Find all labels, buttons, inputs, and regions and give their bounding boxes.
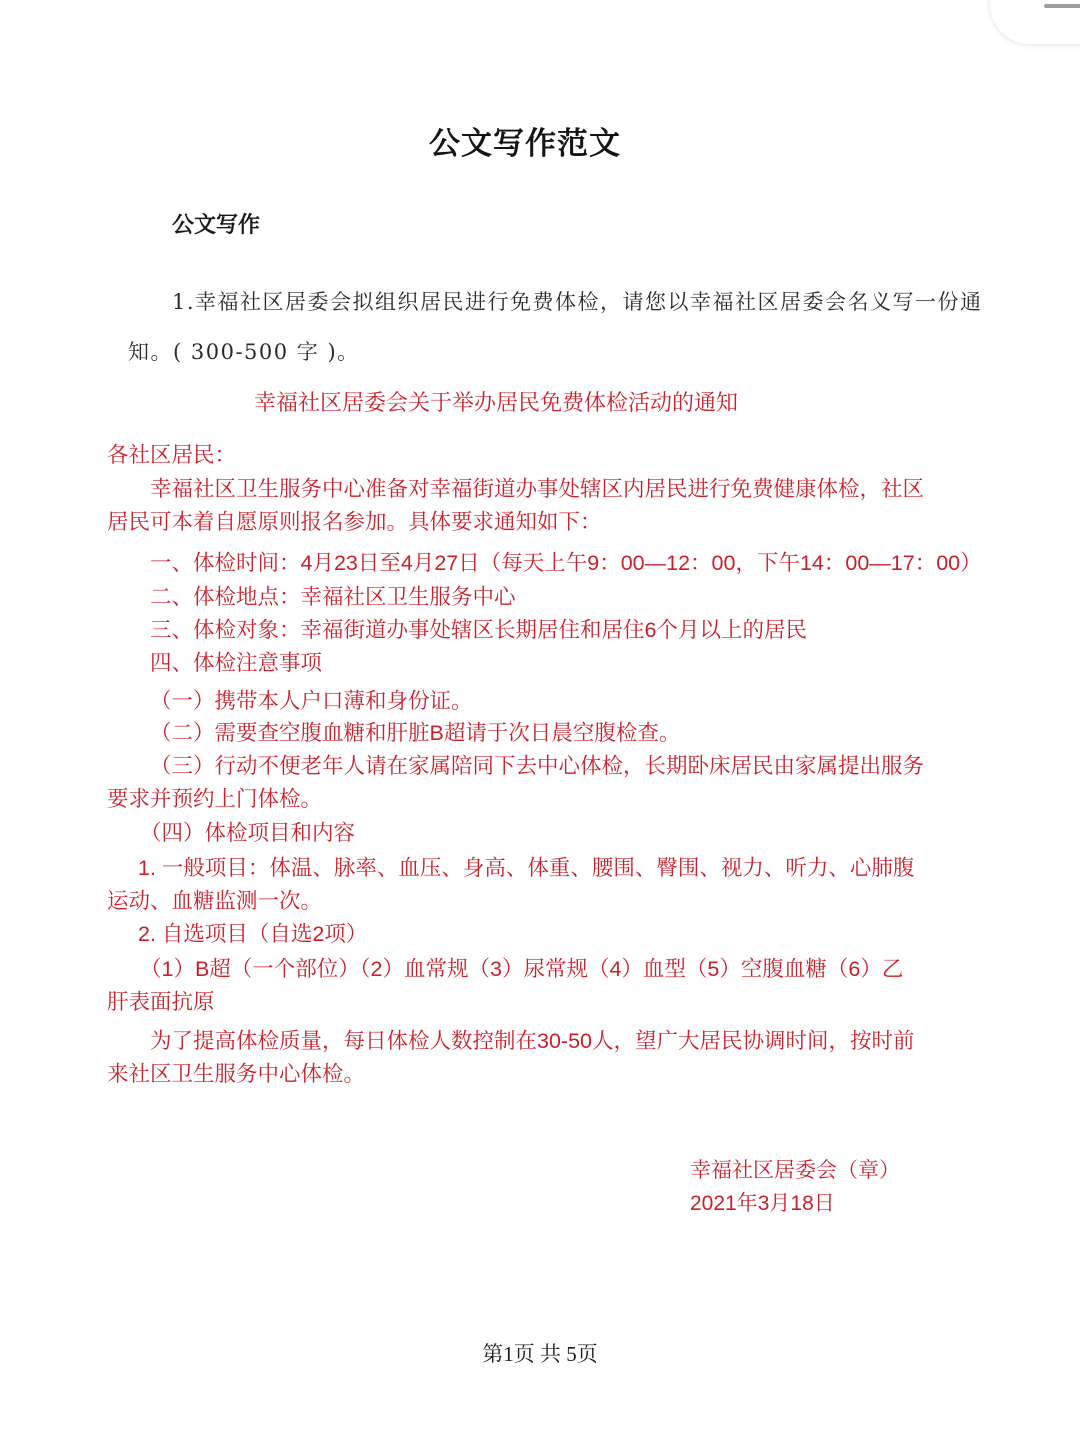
notice-sub-item-2: （二）需要查空腹血糖和肝脏B超请于次日晨空腹检查。 — [150, 721, 681, 745]
notice-sub-item-4: （四）体检项目和内容 — [140, 821, 356, 845]
notice-signature: 幸福社区居委会（章） — [690, 1159, 900, 1182]
notice-item-target: 三、体检对象：幸福街道办事处辖区长期居住和居住6个月以上的居民 — [150, 618, 807, 642]
notice-sub-item-3-line-1: （三）行动不便老年人请在家属陪同下去中心体检，长期卧床居民由家属提出服务 — [150, 754, 925, 778]
question-line-1: 1.幸福社区居委会拟组织居民进行免费体检，请您以幸福社区居委会名义写一份通 — [172, 290, 983, 314]
menu-handle[interactable] — [990, 0, 1080, 44]
notice-sub-item-1: （一）携带本人户口薄和身份证。 — [150, 689, 473, 713]
notice-closing-line-2: 来社区卫生服务中心体检。 — [107, 1062, 366, 1086]
exam-general-line-1: 1. 一般项目：体温、脉率、血压、身高、体重、腰围、臀围、视力、听力、心肺腹 — [138, 856, 915, 880]
notice-sub-item-3-line-2: 要求并预约上门体检。 — [107, 787, 323, 811]
notice-closing-line-1: 为了提高体检质量，每日体检人数控制在30-50人，望广大居民协调时间，按时前 — [150, 1029, 915, 1053]
notice-date: 2021年3月18日 — [690, 1192, 835, 1215]
notice-item-location: 二、体检地点：幸福社区卫生服务中心 — [150, 585, 516, 609]
notice-title: 幸福社区居委会关于举办居民免费体检活动的通知 — [253, 390, 738, 415]
exam-optional-list-line-1: （1）B超（一个部位）（2）血常规（3）尿常规（4）血型（5）空腹血糖（6）乙 — [140, 957, 904, 981]
question-line-2: 知。( 300-500 字 )。 — [128, 340, 360, 364]
notice-salutation: 各社区居民： — [107, 443, 237, 467]
notice-item-time: 一、体检时间：4月23日至4月27日（每天上午9：00—12：00，下午14：00—17：00） — [150, 551, 982, 575]
document-title: 公文写作范文 — [429, 126, 621, 162]
notice-item-precautions: 四、体检注意事项 — [150, 651, 323, 675]
menu-icon[interactable] — [1044, 4, 1080, 8]
exam-optional-heading: 2. 自选项目（自选2项） — [138, 922, 368, 946]
section-heading: 公文写作 — [172, 213, 261, 238]
notice-intro-line-2: 居民可本着自愿原则报名参加。具体要求通知如下： — [107, 510, 602, 534]
exam-optional-list-line-2: 肝表面抗原 — [107, 990, 215, 1014]
notice-intro-line-1: 幸福社区卫生服务中心准备对幸福街道办事处辖区内居民进行免费健康体检，社区 — [150, 477, 925, 501]
page-indicator: 第1页 共 5页 — [482, 1342, 598, 1366]
exam-general-line-2: 运动、血糖监测一次。 — [107, 889, 323, 913]
